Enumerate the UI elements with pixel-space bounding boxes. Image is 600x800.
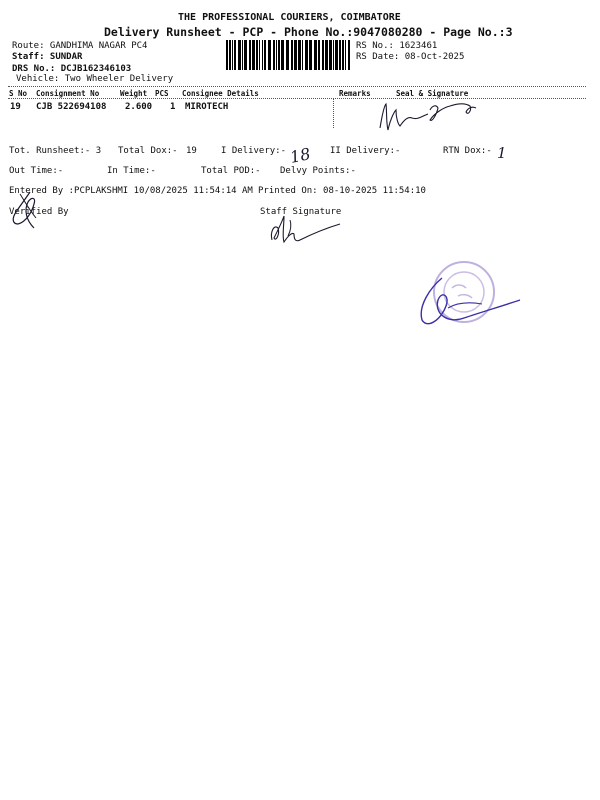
barcode-bar [276, 40, 277, 70]
col-header-consignee: Consignee Details [182, 89, 259, 98]
barcode-bar [244, 40, 247, 70]
barcode-bar [264, 40, 266, 70]
barcode-bar [345, 40, 346, 70]
barcode-bar [329, 40, 332, 70]
total-dox-value: 19 [186, 146, 197, 156]
row-weight: 2.600 [125, 102, 153, 112]
col-header-consignment: Consignment No [36, 89, 100, 98]
col-header-remarks: Remarks [339, 89, 371, 98]
barcode-bar [234, 40, 236, 70]
verifier-signature [6, 188, 46, 230]
printed-on: Printed On: 08-10-2025 11:54:10 [258, 186, 426, 196]
staff-signature-label: Staff Signature [260, 207, 342, 217]
rtn-dox-label: RTN Dox:- [443, 146, 492, 156]
barcode-bar [286, 40, 289, 70]
barcode-bar [333, 40, 334, 70]
staff-text: Staff: SUNDAR [12, 52, 83, 62]
barcode-bar [294, 40, 297, 70]
barcode-bar [268, 40, 271, 70]
barcode-bar [305, 40, 308, 70]
barcode-bar [262, 40, 263, 70]
barcode-bar [242, 40, 243, 70]
col-header-seal-signature: Seal & Signature [396, 89, 469, 98]
table-header-rule [8, 98, 586, 99]
col-header-weight: Weight [120, 89, 148, 98]
barcode-bar [256, 40, 258, 70]
barcode-bar [325, 40, 328, 70]
barcode-bar [298, 40, 301, 70]
barcode-bar [249, 40, 251, 70]
barcode-bar [318, 40, 320, 70]
barcode-bar [229, 40, 231, 70]
col-header-sno: S No [9, 89, 28, 98]
barcode-bar [348, 40, 350, 70]
company-stamp [412, 258, 532, 338]
barcode-bar [309, 40, 312, 70]
drs-number: DRS No.: DCJB162346103 [12, 64, 132, 74]
barcode-bar [238, 40, 241, 70]
in-time-label: In Time:- [107, 166, 156, 176]
row-pcs: 1 [170, 102, 176, 112]
barcode-bar [342, 40, 344, 70]
total-dox-label: Total Dox:- [118, 146, 178, 156]
rs-number: RS No.: 1623461 [356, 41, 438, 51]
barcode-bar [273, 40, 275, 70]
barcode-bar [302, 40, 303, 70]
staff-signature [266, 212, 346, 248]
barcode [226, 40, 352, 70]
barcode-bar [232, 40, 233, 70]
table-top-rule [8, 86, 586, 87]
runsheet-subtitle: Delivery Runsheet - PCP - Phone No.:9047080280 - Page No.:3 [104, 25, 513, 39]
barcode-bar [278, 40, 280, 70]
verified-by-label: Verified By [9, 207, 69, 217]
vehicle-text: Vehicle: Two Wheeler Delivery [16, 74, 174, 84]
row-sno: 19 [10, 102, 21, 112]
column-divider [333, 98, 334, 128]
rs-date: RS Date: 08-Oct-2025 [356, 52, 465, 62]
row-consignee: MIROTECH [185, 102, 229, 112]
total-pod-label: Total POD:- [201, 166, 261, 176]
entered-by: Entered By :PCPLAKSHMI 10/08/2025 11:54:14 AM [9, 186, 253, 196]
barcode-graphic [226, 40, 352, 70]
out-time-label: Out Time:- [9, 166, 64, 176]
col-header-pcs: PCS [155, 89, 169, 98]
barcode-bar [291, 40, 293, 70]
tot-runsheet: Tot. Runsheet:- 3 [9, 146, 102, 156]
route-text: Route: GANDHIMA NAGAR PC4 [12, 41, 148, 51]
ii-delivery-label: II Delivery:- [330, 146, 401, 156]
barcode-bar [314, 40, 317, 70]
consignee-signature [372, 98, 482, 138]
barcode-bar [335, 40, 338, 70]
i-delivery-label: I Delivery:- [221, 146, 287, 156]
barcode-bar [259, 40, 260, 70]
barcode-bar [339, 40, 341, 70]
barcode-bar [252, 40, 255, 70]
handwritten-i-delivery: 18 [288, 144, 313, 167]
company-title: THE PROFESSIONAL COURIERS, COIMBATORE [178, 12, 401, 23]
barcode-bar [281, 40, 284, 70]
delvy-points-label: Delvy Points:- [280, 166, 356, 176]
barcode-bar [226, 40, 228, 70]
row-consignment: CJB 522694108 [36, 102, 107, 112]
barcode-bar [322, 40, 324, 70]
handwritten-rtn-dox: 1 [497, 144, 507, 162]
